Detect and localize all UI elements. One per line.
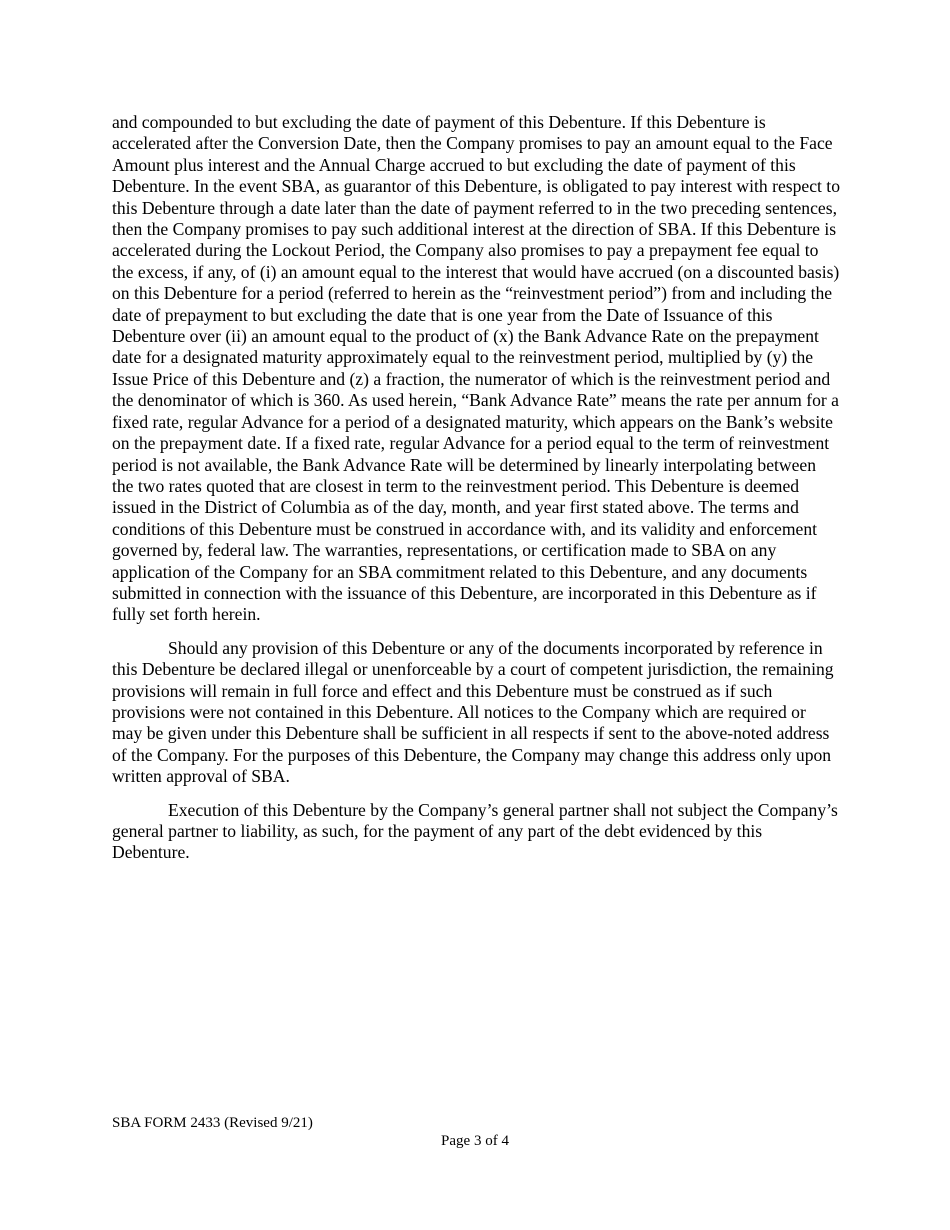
document-body xyxy=(112,112,840,876)
paragraph-severability: Should any provision of this Debenture or any of the documents incorporated by reference in this Debenture be declared illegal or unenforceable by a court of competent jurisdiction, the remaining provisions will remain in full force and effect and this Debenture must be construed as if such provisions were not contained in this Debenture. All notices to the Company which are required or may be given under this Debenture shall be sufficient in all respects if sent to the above-noted address of the Company. For the purposes of this Debenture, the Company may change this address only upon written approval of SBA. xyxy=(112,637,834,787)
page-number: Page 3 of 4 xyxy=(441,1133,509,1149)
paragraph-general-partner: Execution of this Debenture by the Company’s general partner shall not subject the Company’s general partner to liability, as such, for the payment of any part of the debt evidenced by this Debenture. xyxy=(112,799,838,863)
paragraph-continuation: and compounded to but excluding the date of payment of this Debenture. If this Debenture is accelerated after the Conversion Date, then the Company promises to pay an amount equal to the Face Amount plus interest and the Annual Charge accrued to but excluding the date of payment of this Debenture. In the event SBA, as guarantor of this Debenture, is obligated to pay interest with respect to this Debenture through a date later than the date of payment referred to in the two preceding sentences, then the Company promises to pay such additional interest at the direction of SBA. If this Debenture is accelerated during the Lockout Period, the Company also promises to pay a prepayment fee equal to the excess, if any, of (i) an amount equal to the interest that would have accrued (on a discounted basis) on this Debenture for a period (referred to herein as the “reinvestment period”) from and including the date of prepayment to but excluding the date that is one year from the Date of Issuance of this Debenture over (ii) an amount equal to the product of (x) the Bank Advance Rate on the prepayment date for a designated maturity approximately equal to the reinvestment period, multiplied by (y) the Issue Price of this Debenture and (z) a fraction, the numerator of which is the reinvestment period and the denominator of which is 360. As used herein, “Bank Advance Rate” means the rate per annum for a fixed rate, regular Advance for a period of a designated maturity, which appears on the Bank’s website on the prepayment date. If a fixed rate, regular Advance for a period equal to the term of reinvestment period is not available, the Bank Advance Rate will be determined by linearly interpolating between the two rates quoted that are closest in term to the reinvestment period. This Debenture is deemed issued in the District of Columbia as of the day, month, and year first stated above. The terms and conditions of this Debenture must be construed in accordance with, and its validity and enforcement governed by, federal law. The warranties, representations, or certification made to SBA on any application of the Company for an SBA commitment related to this Debenture, and any documents submitted in connection with the issuance of this Debenture, are incorporated in this Debenture as if fully set forth herein. xyxy=(112,112,840,625)
form-identifier: SBA FORM 2433 (Revised 9/21) xyxy=(112,1115,313,1131)
